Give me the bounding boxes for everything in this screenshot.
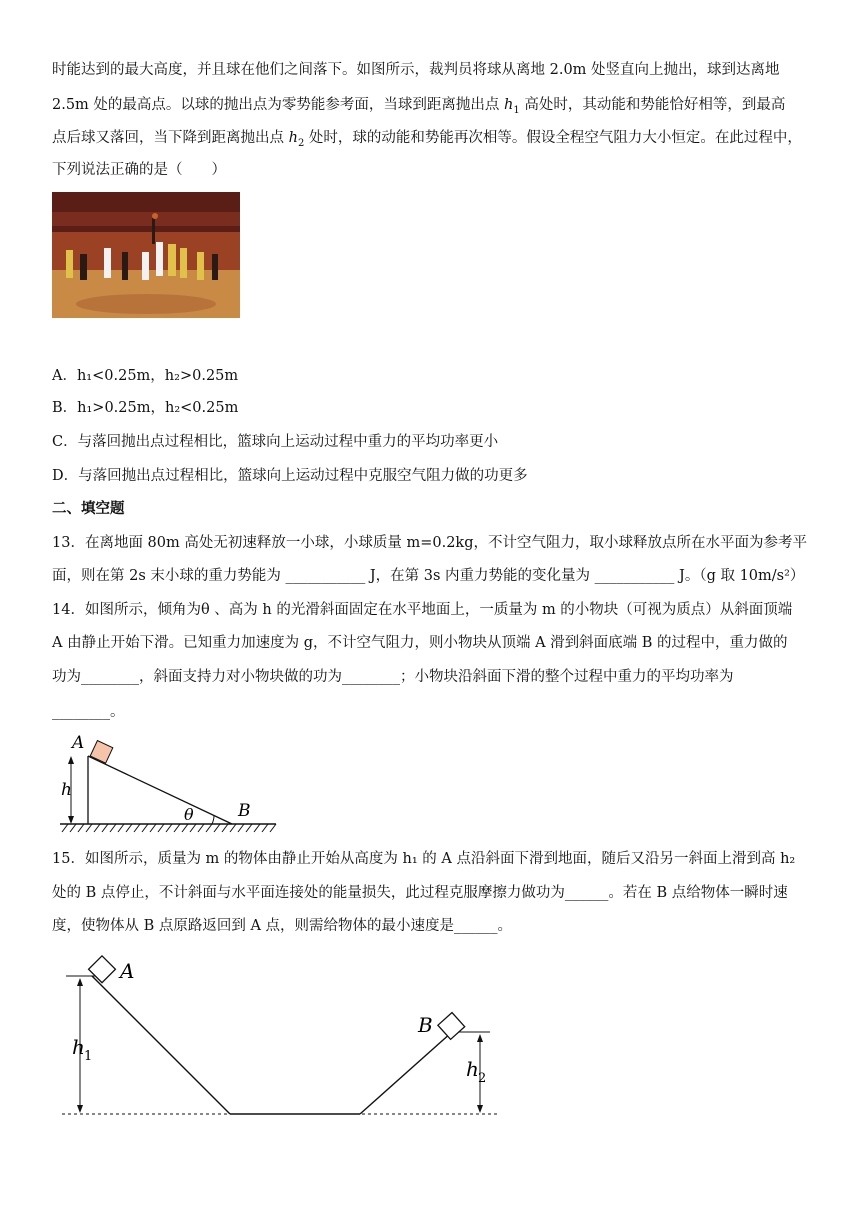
section-title: 二、填空题	[52, 500, 125, 517]
q15-line-2: 处的 B 点停止，不计斜面与水平面连接处的能量损失，此过程克服摩擦力做功为______。若在 B 点给物体一瞬时速	[52, 885, 788, 901]
q13-line-1: 13．在离地面 80m 高处无初速释放一小球，小球质量 m=0.2kg，不计空气阻力，取小球释放点所在水平面为参考平	[52, 535, 808, 551]
theta-label: θ	[184, 805, 194, 824]
height-label: h	[61, 780, 72, 800]
q12-line-2a: 2.5m 处的最高点。以球的抛出点为零势能参考面，当球到距离抛出点	[52, 97, 505, 113]
q14-line-1: 14．如图所示，倾角为θ 、高为 h 的光滑斜面固定在水平地面上，一质量为 m 的小物块（可视为质点）从斜面顶端	[52, 602, 793, 618]
q15-line-1: 15．如图所示，质量为 m 的物体由静止开始从高度为 h₁ 的 A 点沿斜面下滑到地面，随后又沿另一斜面上滑到高 h₂	[52, 851, 796, 867]
q14-line-4: ________。	[52, 704, 125, 720]
h2-label-sub: 2	[478, 1071, 487, 1086]
q12-line-2b: 高处时，其动能和势能恰好相等，到最高	[519, 97, 786, 113]
option-d: D．与落回抛出点过程相比，篮球向上运动过程中克服空气阻力做的功更多	[52, 468, 528, 484]
q12-line-3a: 点后球又落回，当下降到距离抛出点	[52, 130, 289, 146]
h2-subscript: 2	[297, 137, 305, 149]
h1-label-sub: 1	[84, 1049, 93, 1064]
valley-figure	[52, 950, 502, 1125]
basketball-photo	[52, 192, 240, 318]
basketball-scene-icon	[52, 192, 240, 318]
option-a: A．h₁<0.25m，h₂>0.25m	[52, 368, 239, 384]
point-b-label-2: B	[418, 1013, 433, 1037]
q15-line-3: 度，使物体从 B 点原路返回到 A 点，则需给物体的最小速度是______。	[52, 918, 513, 934]
q13-line-2: 面，则在第 2s 末小球的重力势能为 ___________ J，在第 3s 内重力势能的变化量为 ___________ J。（g 取 10m/s²）	[52, 568, 805, 584]
point-b-label: B	[238, 801, 251, 821]
h1-subscript: 1	[513, 104, 520, 116]
h1-symbol: h	[504, 97, 514, 113]
h2-label: h	[466, 1057, 479, 1081]
q12-line-4: 下列说法正确的是（ ）	[52, 162, 226, 178]
q14-line-3: 功为________，斜面支持力对小物块做的功为________；小物块沿斜面下滑的整个过程中重力的平均功率为	[52, 669, 734, 685]
option-c: C．与落回抛出点过程相比，篮球向上运动过程中重力的平均功率更小	[52, 434, 499, 450]
q12-line-1: 时能达到的最大高度，并且球在他们之间落下。如图所示，裁判员将球从离地 2.0m 处竖直向上抛出，球到达离地	[52, 62, 780, 78]
h1-label: h	[72, 1035, 85, 1059]
q12-line-3b: 处时，球的动能和势能再次相等。假设全程空气阻力大小恒定。在此过程中，	[304, 130, 802, 146]
q12-line-2	[52, 95, 785, 121]
point-a-label-2: A	[120, 959, 135, 983]
h2-symbol: h	[288, 130, 298, 146]
q14-line-2: A 由静止开始下滑。已知重力加速度为 g，不计空气阻力，则小物块从顶端 A 滑到斜面底端 B 的过程中，重力做的	[52, 635, 788, 651]
q12-line-3	[52, 128, 802, 154]
option-b: B．h₁>0.25m，h₂<0.25m	[52, 400, 239, 416]
incline-figure	[52, 728, 282, 838]
point-a-label: A	[72, 733, 85, 753]
